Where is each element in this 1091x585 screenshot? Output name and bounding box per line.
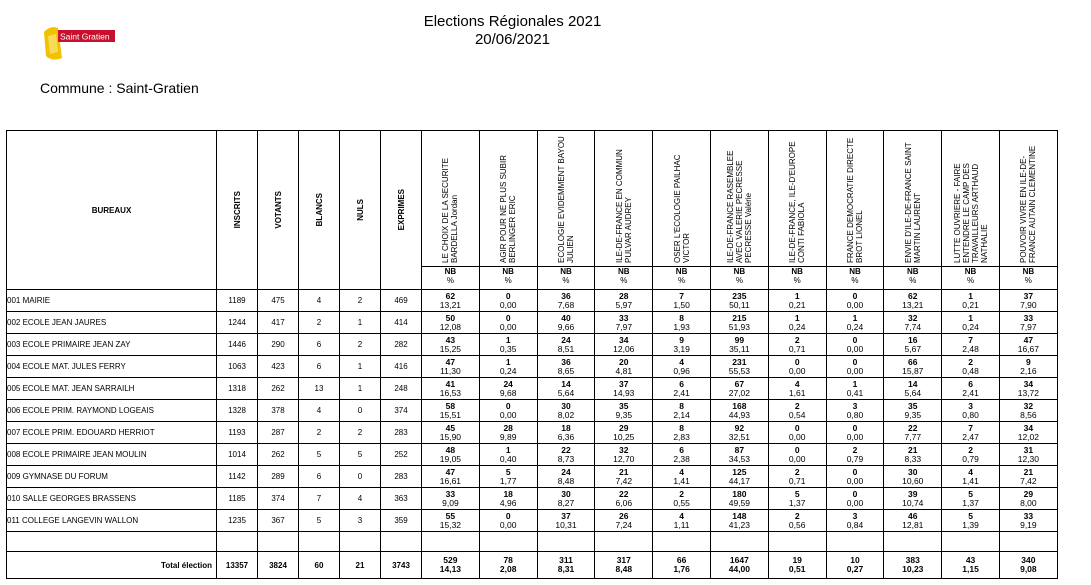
candidate-result: 35 9,35 [884,400,942,422]
inscrits-value: 1235 [217,510,258,532]
candidate-result: 21 7,42 [595,466,653,488]
candidate-result: 62 13,21 [884,290,942,312]
candidate-result: 66 15,87 [884,356,942,378]
blancs-value: 6 [299,356,340,378]
candidate-result: 30 8,02 [537,400,595,422]
candidate-header: ENVIE D'ILE-DE-FRANCE SAINT MARTIN LAURENT [884,131,942,267]
candidate-result: 125 44,17 [710,466,768,488]
bureau-name: 011 COLLEGE LANGEVIN WALLON [7,510,217,532]
candidate-result: 35 9,35 [595,400,653,422]
inscrits-header: INSCRITS [217,131,258,290]
exprimes-value: 252 [381,444,422,466]
candidate-result: 24 8,48 [537,466,595,488]
nb-pct-header: NB % [595,267,653,290]
candidate-result: 311 8,31 [537,552,595,579]
inscrits-value: 1446 [217,334,258,356]
bureau-name: 008 ECOLE PRIMAIRE JEAN MOULIN [7,444,217,466]
candidate-result: 34 12,02 [999,422,1057,444]
inscrits-value: 13357 [217,552,258,579]
table-row [7,290,1058,312]
candidate-result: 8 2,14 [653,400,711,422]
candidate-header: ILE-DE-FRANCE EN COMMUN PULVAR AUDREY [595,131,653,267]
candidate-result: 4 1,41 [653,466,711,488]
candidate-result: 3 0,80 [826,400,884,422]
candidate-result: 32 8,56 [999,400,1057,422]
candidate-header: ECOLOGIE EVIDEMMENT BAYOU JULIEN [537,131,595,267]
candidate-result: 0 0,00 [826,488,884,510]
candidate-result: 62 13,21 [422,290,480,312]
nb-pct-header: NB % [422,267,480,290]
votants-header: VOTANTS [258,131,299,290]
candidate-result: 2 0,71 [768,334,826,356]
exprimes-value: 3743 [381,552,422,579]
candidate-result: 0 0,00 [479,290,537,312]
candidate-result: 340 9,08 [999,552,1057,579]
candidate-result: 32 7,74 [884,312,942,334]
candidate-result: 180 49,59 [710,488,768,510]
blancs-value: 13 [299,378,340,400]
candidate-result: 4 1,41 [942,466,1000,488]
nb-pct-header: NB % [826,267,884,290]
nb-pct-header: NB % [479,267,537,290]
candidate-result: 1 0,21 [768,290,826,312]
candidate-result: 0 0,00 [768,444,826,466]
nuls-value: 2 [340,422,381,444]
bureau-name: 006 ECOLE PRIM. RAYMOND LOGEAIS [7,400,217,422]
candidate-result: 5 1,37 [942,488,1000,510]
candidate-header: LE CHOIX DE LA SECURITE BARDELLA Jordan [422,131,480,267]
candidate-result: 9 3,19 [653,334,711,356]
votants-value: 367 [258,510,299,532]
header-row [7,131,1058,267]
exprimes-value: 283 [381,422,422,444]
page-title [380,13,645,49]
votants-value: 262 [258,378,299,400]
candidate-result: 55 15,32 [422,510,480,532]
logo-text: Saint Gratien [60,31,110,42]
candidate-header: ILE-DE-FRANCE RASEMBLEE AVEC VALERIE PECRESSE PECRESSE Valérie [710,131,768,267]
votants-value: 3824 [258,552,299,579]
table-row [7,400,1058,422]
votants-value: 417 [258,312,299,334]
nb-pct-header: NB % [537,267,595,290]
candidate-header: LUTTE OUVRIERE - FAIRE ENTENDRE LE CAMP DES TRAVAILLEURS ARTHAUD NATHALIE [942,131,1000,267]
blancs-value: 4 [299,290,340,312]
nb-pct-header: NB % [653,267,711,290]
candidate-result: 87 34,53 [710,444,768,466]
candidate-result: 78 2,08 [479,552,537,579]
inscrits-value: 1318 [217,378,258,400]
candidate-result: 1 0,41 [826,378,884,400]
table-row [7,488,1058,510]
votants-value: 289 [258,466,299,488]
blancs-value: 7 [299,488,340,510]
table-row [7,510,1058,532]
bureau-name: 010 SALLE GEORGES BRASSENS [7,488,217,510]
candidate-header: FRANCE DEMOCRATIE DIRECTE BROT LIONEL [826,131,884,267]
candidate-result: 0 0,00 [479,400,537,422]
candidate-result: 30 10,60 [884,466,942,488]
candidate-result: 18 4,96 [479,488,537,510]
candidate-result: 0 0,00 [826,356,884,378]
candidate-result: 40 9,66 [537,312,595,334]
blancs-value: 60 [299,552,340,579]
table-row [7,422,1058,444]
candidate-result: 6 2,38 [653,444,711,466]
nuls-value: 2 [340,334,381,356]
candidate-result: 46 12,81 [884,510,942,532]
candidate-result: 0 0,00 [826,334,884,356]
votants-value: 287 [258,422,299,444]
votants-value: 374 [258,488,299,510]
total-row [7,552,1058,579]
candidate-result: 0 0,00 [479,510,537,532]
candidate-result: 8 1,93 [653,312,711,334]
candidate-result: 19 0,51 [768,552,826,579]
inscrits-value: 1328 [217,400,258,422]
nuls-header: NULS [340,131,381,290]
candidate-result: 28 5,97 [595,290,653,312]
nuls-value: 2 [340,290,381,312]
exprimes-value: 248 [381,378,422,400]
candidate-result: 0 0,00 [479,312,537,334]
candidate-result: 21 7,42 [999,466,1057,488]
nuls-value: 1 [340,356,381,378]
candidate-result: 28 9,89 [479,422,537,444]
candidate-result: 33 7,97 [595,312,653,334]
candidate-result: 14 5,64 [537,378,595,400]
candidate-result: 1 0,40 [479,444,537,466]
election-date: 20/06/2021 [474,31,551,48]
nb-pct-header: NB % [942,267,1000,290]
candidate-result: 36 7,68 [537,290,595,312]
blancs-header: BLANCS [299,131,340,290]
nuls-value: 3 [340,510,381,532]
candidate-result: 47 16,67 [999,334,1057,356]
candidate-result: 45 15,90 [422,422,480,444]
candidate-result: 37 7,90 [999,290,1057,312]
candidate-result: 16 5,67 [884,334,942,356]
spacer-row [7,532,1058,552]
candidate-result: 30 8,27 [537,488,595,510]
candidate-result: 43 1,15 [942,552,1000,579]
nuls-value: 0 [340,400,381,422]
votants-value: 378 [258,400,299,422]
candidate-result: 7 2,47 [942,422,1000,444]
inscrits-value: 1014 [217,444,258,466]
candidate-result: 1 0,24 [768,312,826,334]
candidate-header: OSER L'ECOLOGIE PAILHAC VICTOR [653,131,711,267]
candidate-result: 5 1,77 [479,466,537,488]
exprimes-header: EXPRIMES [381,131,422,290]
candidate-result: 29 8,00 [999,488,1057,510]
candidate-header: AGIR POUR NE PLUS SUBIR BERLINGER ERIC [479,131,537,267]
inscrits-value: 1185 [217,488,258,510]
candidate-result: 1 0,24 [942,312,1000,334]
inscrits-value: 1193 [217,422,258,444]
votants-value: 290 [258,334,299,356]
blancs-value: 2 [299,312,340,334]
candidate-header: POUVOIR VIVRE EN ILE-DE-FRANCE AUTAIN CLEMENTINE [999,131,1057,267]
candidate-result: 32 12,70 [595,444,653,466]
nuls-value: 5 [340,444,381,466]
bureau-name: 009 GYMNASE DU FORUM [7,466,217,488]
exprimes-value: 414 [381,312,422,334]
votants-value: 475 [258,290,299,312]
candidate-result: 1 0,21 [942,290,1000,312]
candidate-result: 20 4,81 [595,356,653,378]
candidate-result: 50 12,08 [422,312,480,334]
candidate-result: 0 0,00 [826,466,884,488]
blancs-value: 2 [299,422,340,444]
blancs-value: 6 [299,334,340,356]
inscrits-value: 1142 [217,466,258,488]
exprimes-value: 359 [381,510,422,532]
candidate-result: 67 27,02 [710,378,768,400]
candidate-result: 34 13,72 [999,378,1057,400]
table-row [7,356,1058,378]
candidate-result: 33 9,09 [422,488,480,510]
candidate-result: 34 12,06 [595,334,653,356]
candidate-result: 4 1,11 [653,510,711,532]
table-row [7,334,1058,356]
candidate-result: 37 10,31 [537,510,595,532]
blancs-value: 6 [299,466,340,488]
inscrits-value: 1189 [217,290,258,312]
candidate-result: 2 0,55 [653,488,711,510]
candidate-result: 529 14,13 [422,552,480,579]
candidate-header: ILE-DE-FRANCE, ILE-D'EUROPE CONTI FABIOLA [768,131,826,267]
candidate-result: 43 15,25 [422,334,480,356]
candidate-result: 215 51,93 [710,312,768,334]
candidate-result: 2 0,71 [768,466,826,488]
candidate-result: 10 0,27 [826,552,884,579]
nb-pct-header: NB % [710,267,768,290]
exprimes-value: 416 [381,356,422,378]
candidate-result: 58 15,51 [422,400,480,422]
candidate-result: 1 0,24 [479,356,537,378]
exprimes-value: 283 [381,466,422,488]
candidate-result: 29 10,25 [595,422,653,444]
candidate-result: 2 0,79 [826,444,884,466]
candidate-result: 18 6,36 [537,422,595,444]
candidate-result: 1 0,35 [479,334,537,356]
candidate-result: 2 0,79 [942,444,1000,466]
candidate-result: 383 10,23 [884,552,942,579]
bureaux-header: BUREAUX [7,131,217,290]
nuls-value: 0 [340,466,381,488]
candidate-result: 22 7,77 [884,422,942,444]
exprimes-value: 469 [381,290,422,312]
election-title: Elections Régionales 2021 [423,13,602,30]
candidate-result: 47 16,61 [422,466,480,488]
candidate-result: 47 11,30 [422,356,480,378]
table-row [7,444,1058,466]
candidate-result: 235 50,11 [710,290,768,312]
candidate-result: 24 8,51 [537,334,595,356]
candidate-result: 5 1,37 [768,488,826,510]
nuls-value: 4 [340,488,381,510]
exprimes-value: 282 [381,334,422,356]
candidate-result: 4 1,61 [768,378,826,400]
candidate-result: 8 2,83 [653,422,711,444]
nuls-value: 21 [340,552,381,579]
votants-value: 423 [258,356,299,378]
candidate-result: 9 2,16 [999,356,1057,378]
candidate-result: 99 35,11 [710,334,768,356]
nb-pct-header: NB % [768,267,826,290]
candidate-result: 39 10,74 [884,488,942,510]
results-table [6,130,1058,579]
candidate-result: 2 0,54 [768,400,826,422]
bureau-name: 007 ECOLE PRIM. EDOUARD HERRIOT [7,422,217,444]
candidate-result: 22 8,73 [537,444,595,466]
candidate-result: 6 2,41 [653,378,711,400]
inscrits-value: 1244 [217,312,258,334]
bureau-name: 003 ECOLE PRIMAIRE JEAN ZAY [7,334,217,356]
saint-gratien-logo [40,22,116,64]
candidate-result: 0 0,00 [826,290,884,312]
candidate-result: 7 1,50 [653,290,711,312]
candidate-result: 48 19,05 [422,444,480,466]
candidate-result: 22 6,06 [595,488,653,510]
nuls-value: 1 [340,378,381,400]
candidate-result: 21 8,33 [884,444,942,466]
bureau-name: 005 ECOLE MAT. JEAN SARRAILH [7,378,217,400]
candidate-result: 33 7,97 [999,312,1057,334]
candidate-result: 1647 44,00 [710,552,768,579]
candidate-result: 0 0,00 [826,422,884,444]
table-row [7,466,1058,488]
candidate-result: 0 0,00 [768,356,826,378]
candidate-result: 66 1,76 [653,552,711,579]
candidate-result: 7 2,48 [942,334,1000,356]
nb-pct-header: NB % [999,267,1057,290]
candidate-result: 33 9,19 [999,510,1057,532]
candidate-result: 2 0,48 [942,356,1000,378]
bureau-name: 002 ECOLE JEAN JAURES [7,312,217,334]
blancs-value: 5 [299,444,340,466]
candidate-result: 168 44,93 [710,400,768,422]
candidate-result: 37 14,93 [595,378,653,400]
candidate-result: 31 12,30 [999,444,1057,466]
votants-value: 262 [258,444,299,466]
candidate-result: 148 41,23 [710,510,768,532]
commune-label: Commune : Saint-Gratien [40,80,199,96]
table-row [7,378,1058,400]
candidate-result: 2 0,56 [768,510,826,532]
blancs-value: 4 [299,400,340,422]
candidate-result: 6 2,41 [942,378,1000,400]
candidate-result: 5 1,39 [942,510,1000,532]
candidate-result: 92 32,51 [710,422,768,444]
candidate-result: 14 5,64 [884,378,942,400]
nuls-value: 1 [340,312,381,334]
table-row [7,312,1058,334]
candidate-result: 231 55,53 [710,356,768,378]
blancs-value: 5 [299,510,340,532]
candidate-result: 0 0,00 [768,422,826,444]
candidate-result: 4 0,96 [653,356,711,378]
exprimes-value: 363 [381,488,422,510]
candidate-result: 317 8,48 [595,552,653,579]
bureau-name: 001 MAIRIE [7,290,217,312]
exprimes-value: 374 [381,400,422,422]
candidate-result: 36 8,65 [537,356,595,378]
inscrits-value: 1063 [217,356,258,378]
candidate-result: 26 7,24 [595,510,653,532]
candidate-result: 24 9,68 [479,378,537,400]
candidate-result: 41 16,53 [422,378,480,400]
candidate-result: 3 0,80 [942,400,1000,422]
bureau-name: 004 ECOLE MAT. JULES FERRY [7,356,217,378]
candidate-result: 3 0,84 [826,510,884,532]
bureau-name: Total élection [7,552,217,579]
candidate-result: 1 0,24 [826,312,884,334]
nb-pct-header: NB % [884,267,942,290]
